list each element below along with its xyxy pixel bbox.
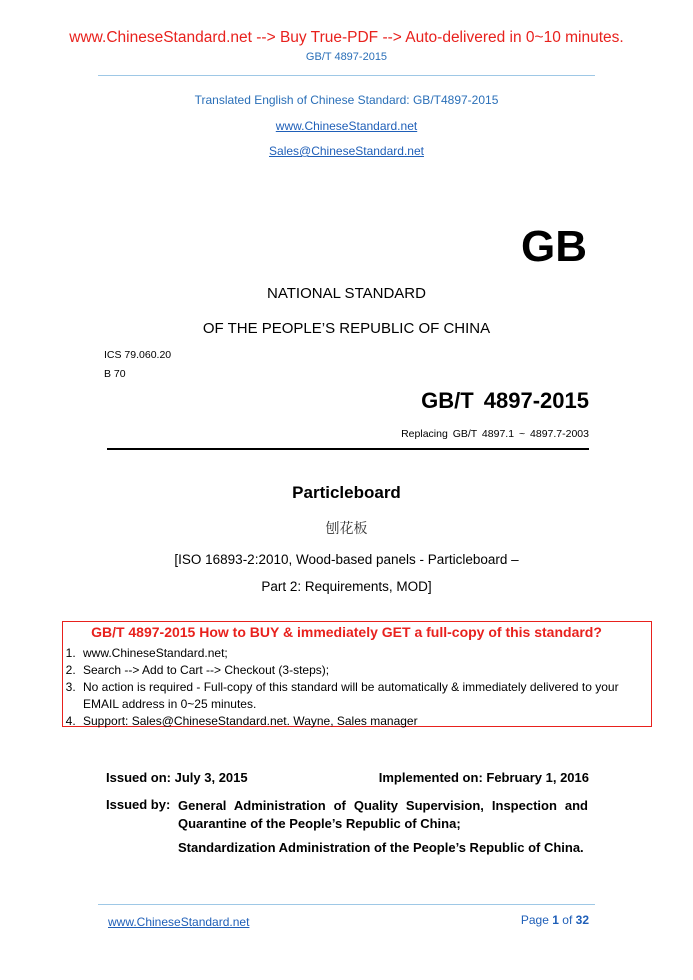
replacing-note: Replacing GB/T 4897.1 ~ 4897.7-2003	[401, 428, 589, 440]
header-divider	[98, 75, 595, 76]
header-standard-code: GB/T 4897-2015	[305, 51, 388, 63]
issued-by-agency-2: Standardization Administration of the People’s Republic of China.	[178, 840, 584, 855]
buy-step: 2. Search --> Add to Cart --> Checkout (3-steps);	[79, 662, 650, 679]
buy-step[interactable]: 1. www.ChineseStandard.net;	[79, 645, 650, 662]
standard-code: GB/T 4897-2015	[421, 388, 589, 413]
buy-step: 3. No action is required - Full-copy of this standard will be automatically & immediately delivered to your EMAIL address in 0~25 minutes.	[79, 679, 650, 713]
buy-steps-list	[64, 645, 650, 730]
email-link-wrap	[0, 142, 693, 160]
iso-reference-line-2: Part 2: Requirements, MOD]	[261, 579, 432, 594]
issued-by-agency-1: General Administration of Quality Supervision, Inspection and Quarantine of the People’s Republic of China;	[178, 798, 588, 831]
footer-site-link[interactable]: www.ChineseStandard.net	[108, 915, 250, 929]
ics-code: ICS 79.060.20	[104, 349, 172, 361]
footer-divider	[98, 904, 595, 905]
page-current: 1	[552, 913, 559, 927]
document-title-chinese: 刨花板	[325, 520, 368, 536]
issued-on: Issued on: July 3, 2015	[106, 770, 248, 785]
email-link[interactable]: Sales@ChineseStandard.net	[269, 144, 424, 158]
issued-by-label: Issued by:	[106, 797, 171, 812]
national-standard-heading: NATIONAL STANDARD	[267, 285, 426, 302]
republic-heading: OF THE PEOPLE’S REPUBLIC OF CHINA	[202, 320, 491, 337]
site-link[interactable]: www.ChineseStandard.net	[275, 119, 418, 133]
page-prefix: Page	[520, 913, 549, 927]
top-banner[interactable]: www.ChineseStandard.net --> Buy True-PDF --> Auto-delivered in 0~10 minutes.	[69, 29, 624, 46]
buy-step: 4. Support: Sales@ChineseStandard.net. Wayne, Sales manager	[79, 713, 650, 730]
implemented-on: Implemented on: February 1, 2016	[378, 770, 589, 785]
page-separator: of	[562, 913, 573, 927]
footer-link-wrap	[108, 913, 249, 931]
buy-box-heading[interactable]: GB/T 4897-2015 How to BUY & immediately GET a full-copy of this standard?	[91, 624, 602, 640]
document-title: Particleboard	[292, 483, 401, 502]
translated-line: Translated English of Chinese Standard: GB/T4897-2015	[194, 93, 499, 107]
page-indicator	[521, 913, 589, 927]
page-total: 32	[575, 913, 589, 927]
code-divider	[107, 448, 589, 450]
site-link-wrap	[0, 117, 693, 135]
gb-mark: GB	[521, 222, 587, 271]
ccs-code: B 70	[104, 368, 126, 380]
iso-reference-line-1: [ISO 16893-2:2010, Wood-based panels - Particleboard –	[174, 552, 519, 567]
